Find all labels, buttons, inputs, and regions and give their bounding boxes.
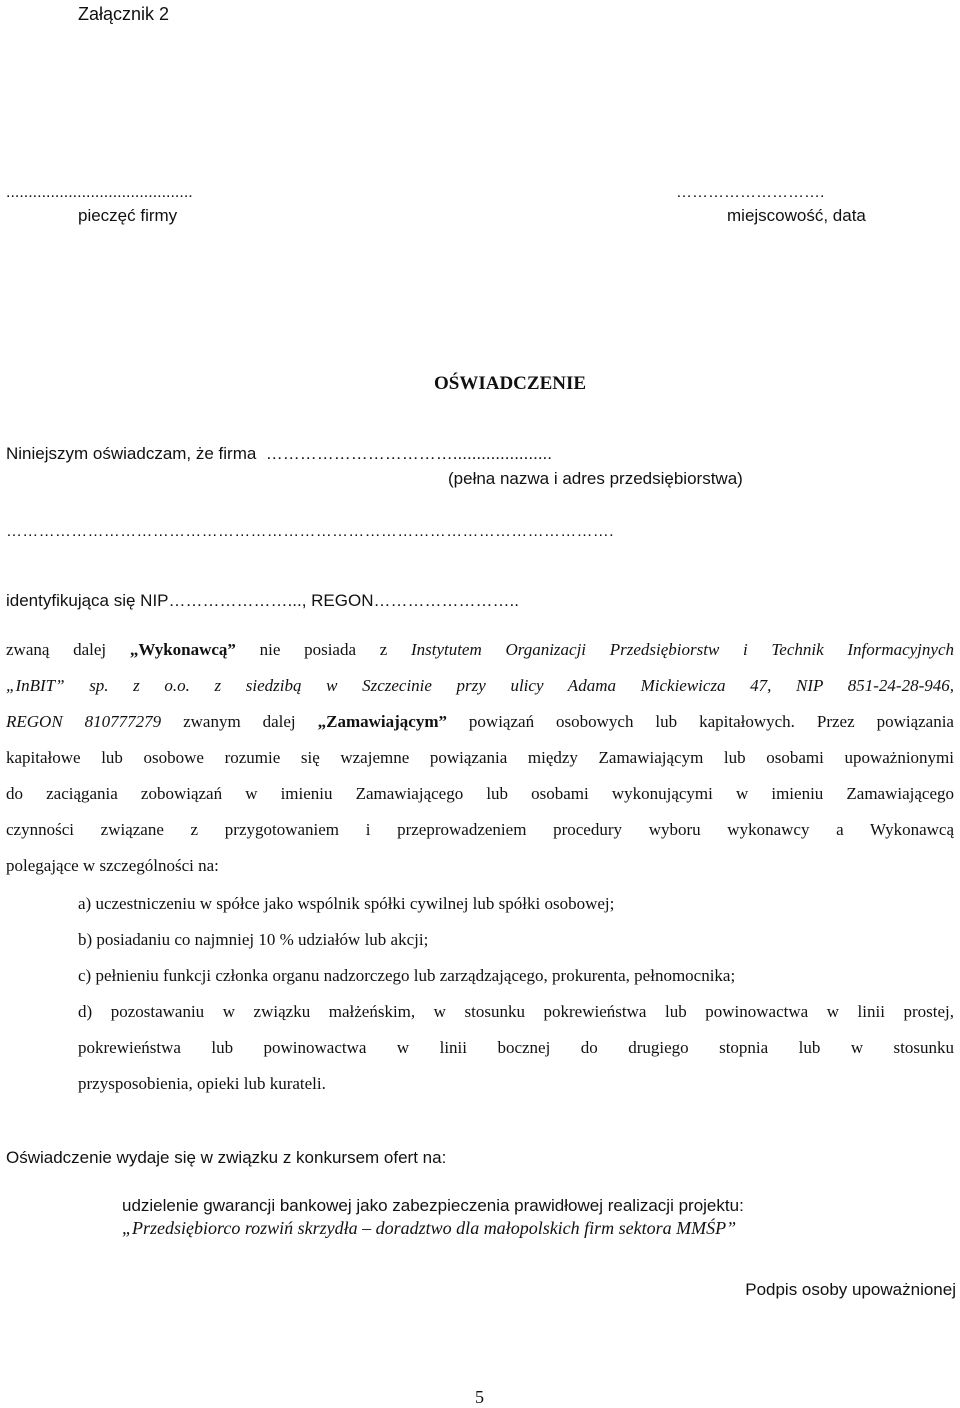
place-date-label: miejscowość, data — [727, 206, 866, 225]
institute-name: Instytutem Organizacji Przedsiębiorstw i Technik Informacyjnych — [410, 640, 954, 659]
place-date-dots: ………………………. — [676, 184, 825, 201]
paragraph-line-3 — [6, 712, 954, 732]
document-title: OŚWIADCZENIE — [434, 373, 587, 394]
list-item-d-line-3: przysposobienia, opieki lub kurateli. — [78, 1074, 326, 1093]
page-number: 5 — [475, 1387, 484, 1407]
continuation-field: …………………………………………………………………………………………………. — [6, 523, 614, 540]
intro-text — [6, 444, 552, 464]
paragraph-line-5: do zaciągania zobowiązań w imieniu Zamawiającego lub osobami wykonującymi w imieniu Zamawiającego — [6, 784, 954, 803]
ident-prefix: identyfikująca się NIP — [6, 591, 169, 610]
company-hint: (pełna nazwa i adres przedsiębiorstwa) — [448, 469, 743, 488]
list-item-d-line-1: d) pozostawaniu w związku małżeńskim, w stosunku pokrewieństwa lub powinowactwa w linii prostej, — [78, 1002, 954, 1021]
project-title: „Przedsiębiorco rozwiń skrzydła – doradztwo dla małopolskich firm sektora MMŚP” — [122, 1218, 737, 1238]
list-item-d-line-2: pokrewieństwa lub powinowactwa w linii bocznej do drugiego stopnia lub w stosunku — [78, 1038, 954, 1057]
text-span: zwaną dalej — [6, 640, 130, 659]
text-span: powiązań osobowych lub kapitałowych. Przez powiązania — [446, 712, 954, 731]
annex-label: Załącznik 2 — [78, 4, 170, 24]
statement-text: Oświadczenie wydaje się w związku z konkursem ofert na: — [6, 1148, 447, 1167]
signature-label: Podpis osoby upoważnionej — [745, 1280, 956, 1299]
list-item-c: c) pełnieniu funkcji członka organu nadzorczego lub zarządzającego, prokurenta, pełnomocnika; — [78, 966, 736, 985]
text-span: nie posiada z — [235, 640, 411, 659]
paragraph-line-7: polegające w szczególności na: — [6, 856, 219, 875]
paragraph-line-4: kapitałowe lub osobowe rozumie się wzajemne powiązania między Zamawiającym lub osobami upoważnionymi — [6, 748, 954, 767]
ordering-party-term: „Zamawiającym” — [317, 712, 447, 731]
stamp-label: pieczęć firmy — [78, 206, 178, 225]
paragraph-line-6: czynności związane z przygotowaniem i przeprowadzeniem procedury wyboru wykonawcy a Wykonawcą — [6, 820, 954, 839]
regon-field: …………………….. — [373, 591, 519, 610]
regon-number: REGON 810777279 — [6, 712, 162, 731]
list-item-b: b) posiadaniu co najmniej 10 % udziałów lub akcji; — [78, 930, 429, 949]
intro-label: Niniejszym oświadczam, że firma — [6, 444, 257, 463]
identification-line — [6, 591, 519, 611]
nip-field: …………………..., REGON — [168, 591, 374, 610]
stamp-dots: .......................................... — [6, 184, 193, 201]
text-span: zwanym dalej — [161, 712, 318, 731]
paragraph-line-1 — [6, 640, 954, 660]
paragraph-line-2: „InBIT” sp. z o.o. z siedzibą w Szczecinie przy ulicy Adama Mickiewicza 47, NIP 851-24-28-946, — [6, 676, 954, 695]
company-name-field: ……………………………..................... — [265, 444, 552, 463]
contractor-term: „Wykonawcą” — [129, 640, 236, 659]
project-line-1: udzielenie gwarancji bankowej jako zabezpieczenia prawidłowej realizacji projektu: — [122, 1196, 744, 1215]
list-item-a: a) uczestniczeniu w spółce jako wspólnik spółki cywilnej lub spółki osobowej; — [78, 894, 615, 913]
